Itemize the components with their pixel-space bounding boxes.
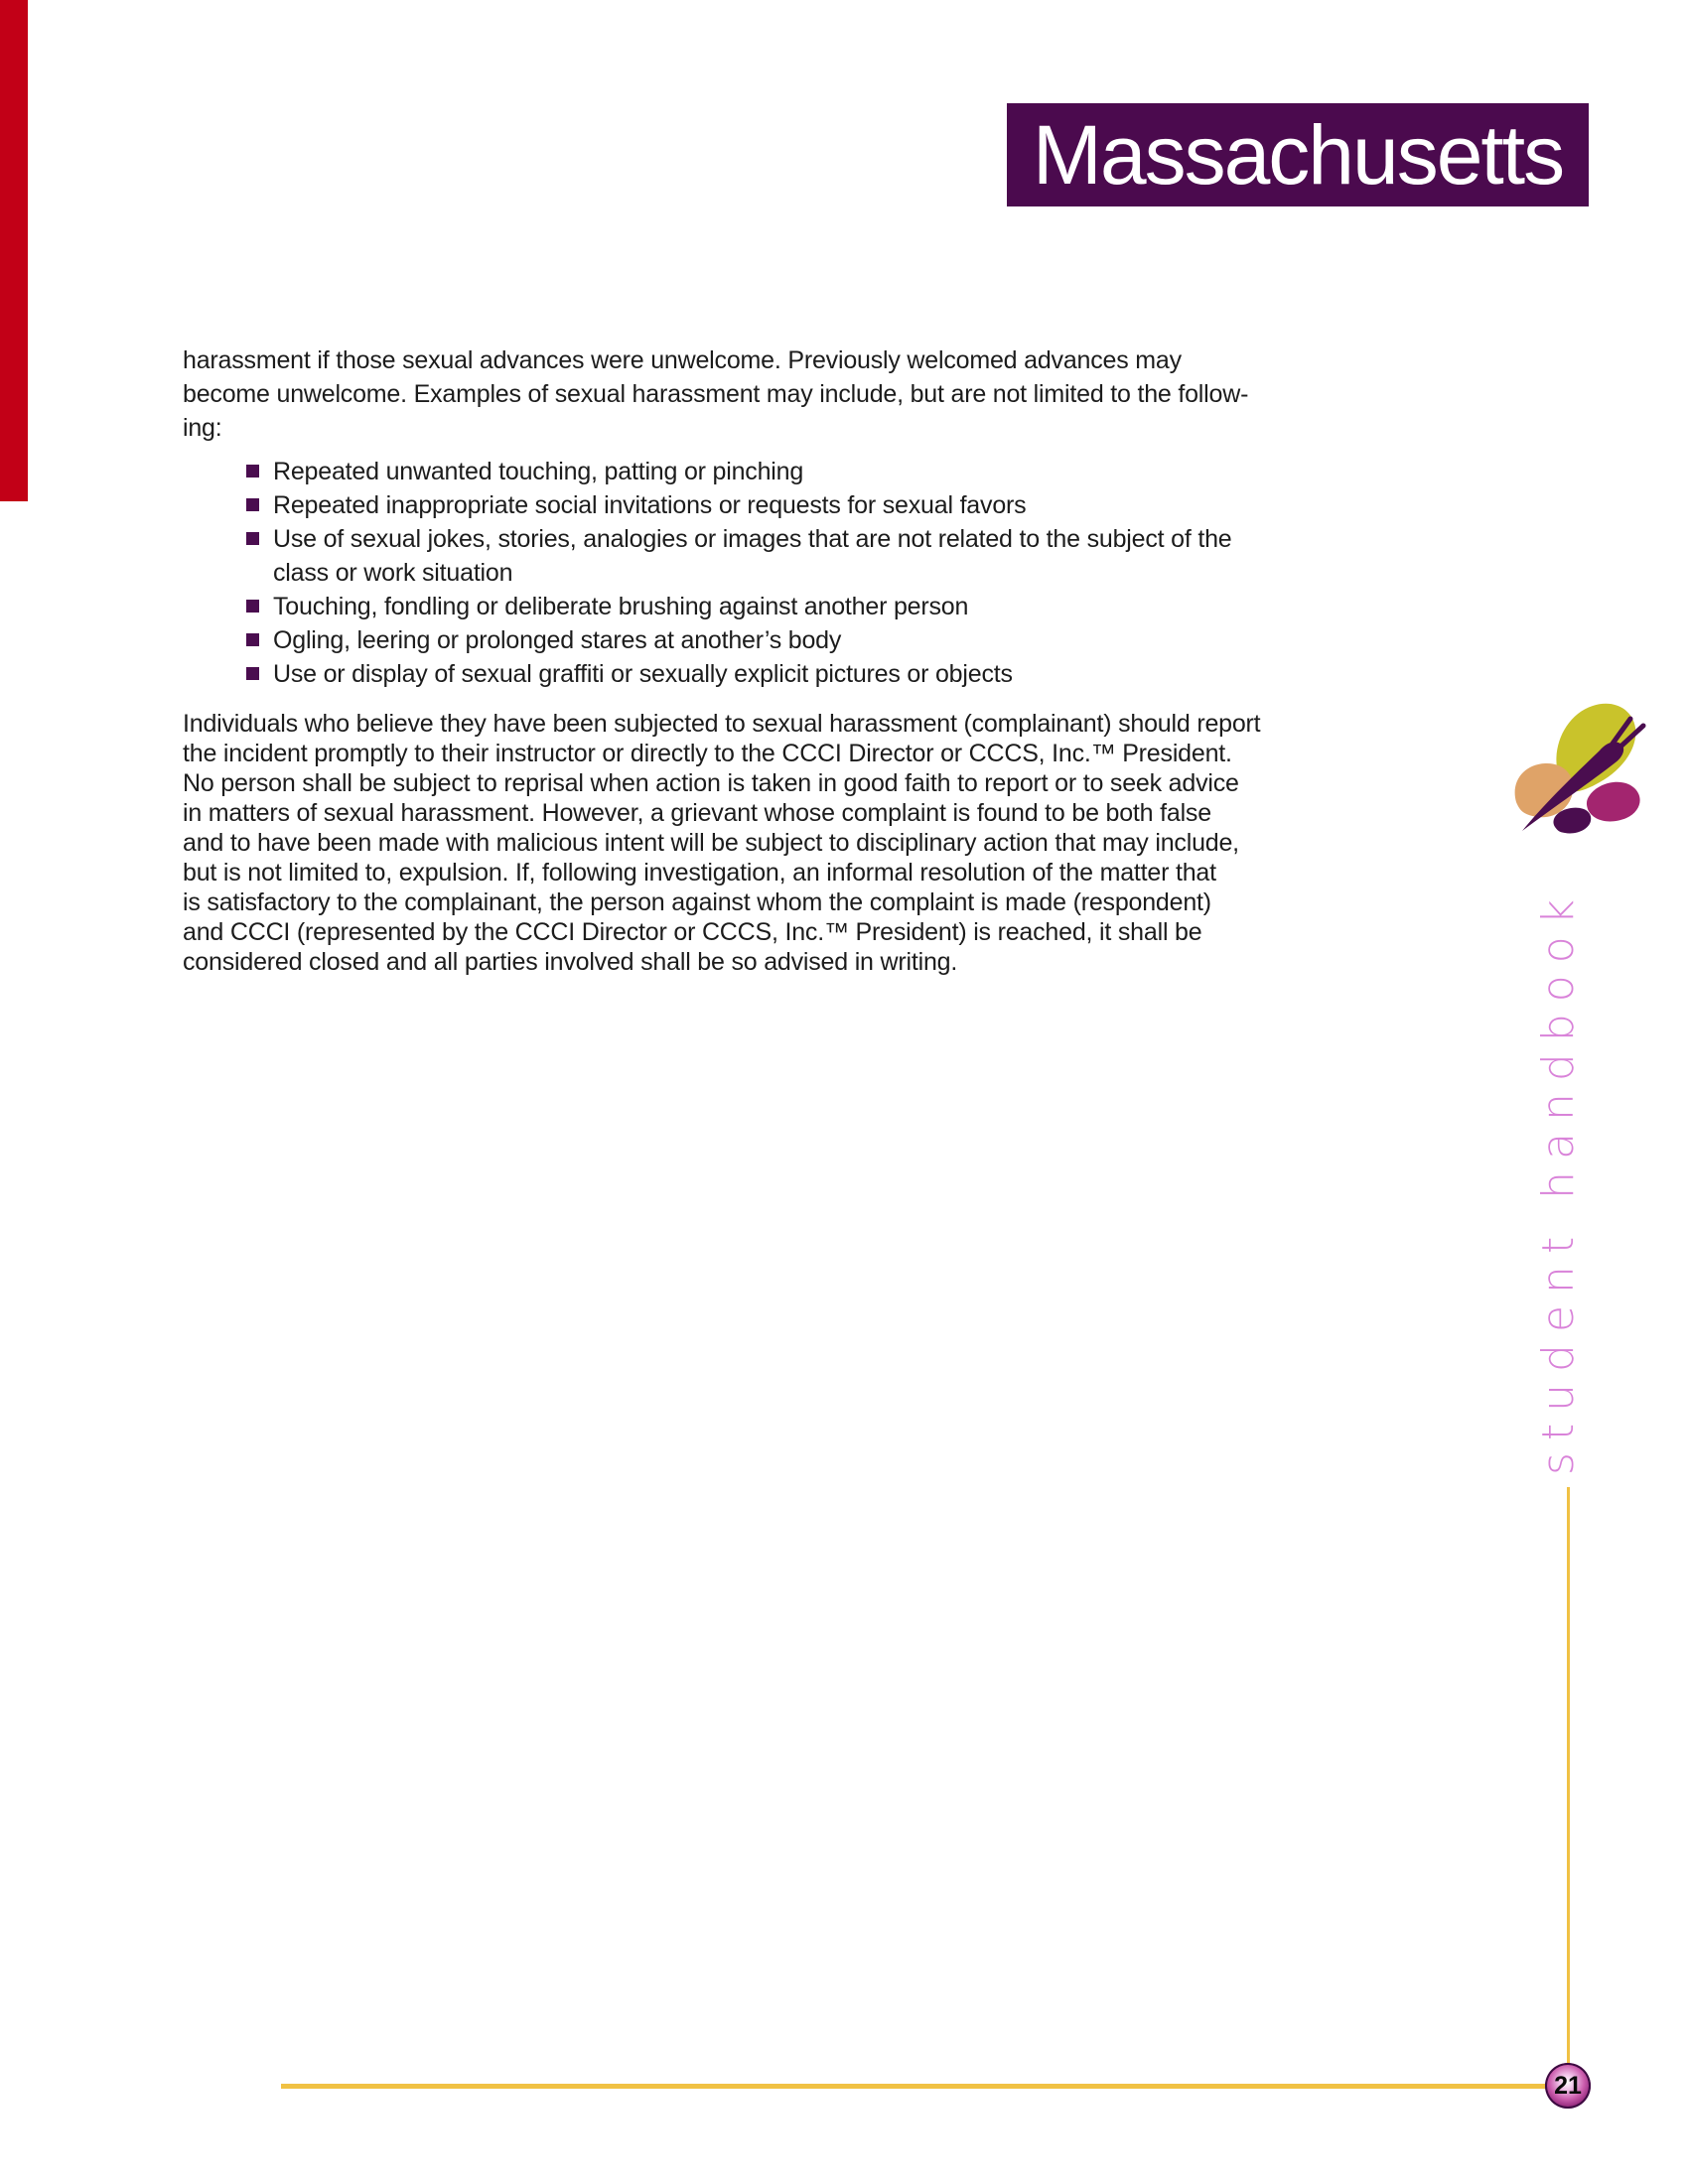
vertical-rule [1567, 1487, 1570, 2065]
paragraph-line: harassment if those sexual advances were unwelcome. Previously welcomed advances may [183, 346, 1182, 374]
butterfly-logo-icon [1509, 701, 1662, 840]
content-column [183, 343, 1424, 977]
paragraph-line: Individuals who believe they have been subjected to sexual harassment (complainant) should report [183, 710, 1261, 738]
vertical-handbook-label: student handbook [1533, 887, 1584, 1475]
bullet-item [183, 623, 1424, 657]
bullet-square-icon [246, 600, 259, 613]
bullet-square-icon [246, 532, 259, 545]
bullet-item [183, 590, 1424, 623]
bullet-text-continuation: class or work situation [273, 559, 513, 587]
bullet-item [183, 455, 1424, 488]
bullet-list [183, 455, 1424, 691]
paragraph-line: and to have been made with malicious intent will be subject to disciplinary action that may include, [183, 829, 1239, 857]
bullet-text: Use or display of sexual graffiti or sexually explicit pictures or objects [273, 660, 1013, 688]
bullet-square-icon [246, 465, 259, 478]
paragraph-line: considered closed and all parties involved shall be so advised in writing. [183, 948, 958, 976]
paragraph-line: in matters of sexual harassment. However, a grievant whose complaint is found to be both false [183, 799, 1211, 827]
state-banner-label: Massachusetts [1032, 108, 1564, 202]
page-number: 21 [1554, 2071, 1582, 2100]
paragraph-line: become unwelcome. Examples of sexual harassment may include, but are not limited to the follow- [183, 380, 1249, 408]
bullet-square-icon [246, 498, 259, 511]
paragraph-line: and CCCI (represented by the CCCI Director or CCCS, Inc.™ President) is reached, it shall be [183, 918, 1202, 946]
paragraph-2 [183, 709, 1424, 977]
horizontal-rule [281, 2084, 1548, 2089]
bullet-text: Touching, fondling or deliberate brushing against another person [273, 593, 969, 620]
bullet-square-icon [246, 633, 259, 646]
paragraph-1 [183, 343, 1424, 445]
bullet-item [183, 488, 1424, 522]
paragraph-line: ing: [183, 414, 222, 442]
paragraph-line: No person shall be subject to reprisal when action is taken in good faith to report or to seek advice [183, 769, 1239, 797]
paragraph-line: the incident promptly to their instructor or directly to the CCCI Director or CCCS, Inc.™ President. [183, 740, 1232, 767]
left-bleed-stripe [0, 0, 28, 501]
state-banner [1007, 103, 1589, 206]
bullet-text: Ogling, leering or prolonged stares at another’s body [273, 626, 842, 654]
paragraph-line: is satisfactory to the complainant, the person against whom the complaint is made (respondent) [183, 888, 1211, 916]
butterfly-wing-right [1587, 782, 1640, 822]
bullet-item [183, 522, 1424, 556]
bullet-item [183, 657, 1424, 691]
bullet-text: Use of sexual jokes, stories, analogies or images that are not related to the subject of the [273, 525, 1232, 553]
page-number-badge [1545, 2063, 1591, 2109]
bullet-square-icon [246, 667, 259, 680]
bullet-text: Repeated inappropriate social invitations or requests for sexual favors [273, 491, 1027, 519]
paragraph-line: but is not limited to, expulsion. If, following investigation, an informal resolution of the matter that [183, 859, 1216, 887]
bullet-text: Repeated unwanted touching, patting or pinching [273, 458, 804, 485]
